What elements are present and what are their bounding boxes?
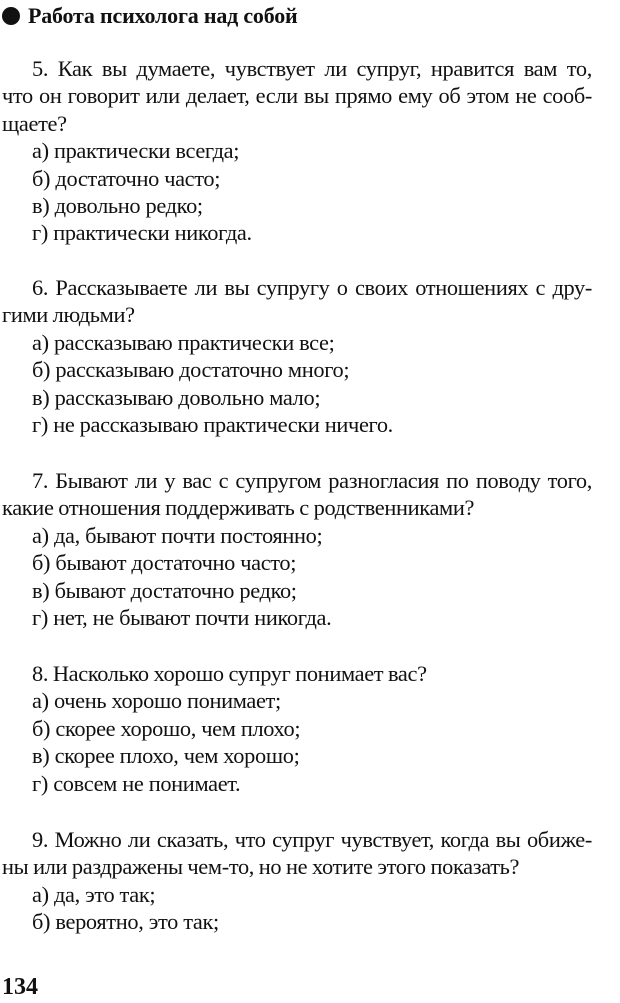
answer-option: в) довольно редко; <box>32 193 203 219</box>
question-line: гими людьми? <box>2 302 135 328</box>
question-text <box>2 274 592 329</box>
answer-list <box>32 522 592 632</box>
running-header <box>2 2 298 30</box>
question-line: 5. Как вы думаете, чувствует ли супруг, нравится вам то, <box>32 56 592 81</box>
answer-option: в) бывают достаточно редко; <box>32 577 297 603</box>
answer-list <box>32 881 592 936</box>
answer-option: г) нет, не бывают почти никогда. <box>32 605 332 631</box>
answer-option: г) совсем не понимает. <box>32 770 241 796</box>
question-text <box>2 55 592 137</box>
answer-option: б) достаточно часто; <box>32 165 221 191</box>
question-line: 6. Рассказываете ли вы супругу о своих отношениях с дру- <box>32 275 592 300</box>
question-5 <box>2 55 592 247</box>
answer-option: б) вероятно, это так; <box>32 909 219 935</box>
bullet-icon <box>2 7 20 25</box>
question-text <box>32 660 592 687</box>
answer-option: а) да, бывают почти постоянно; <box>32 522 323 548</box>
answer-option: а) очень хорошо понимает; <box>32 688 281 714</box>
question-line: 9. Можно ли сказать, что супруг чувствует, когда вы обиже- <box>32 827 592 852</box>
question-line: 8. Насколько хорошо супруг понимает вас? <box>32 661 427 686</box>
question-line: 7. Бывают ли у вас с супругом разногласия по поводу того, <box>32 468 592 493</box>
question-line: что он говорит или делает, если вы прямо ему об этом не сооб- <box>2 83 592 109</box>
question-line: какие отношения поддерживать с родственниками? <box>2 495 475 521</box>
answer-list <box>32 137 592 247</box>
answer-option: г) практически никогда. <box>32 220 252 246</box>
header-title: Работа психолога над собой <box>28 3 298 28</box>
question-line: ны или раздражены чем-то, но не хотите этого показать? <box>2 854 520 880</box>
answer-option: в) рассказываю довольно мало; <box>32 384 321 410</box>
answer-option: а) практически всегда; <box>32 138 240 164</box>
question-8 <box>32 660 592 797</box>
answer-option: б) скорее хорошо, чем плохо; <box>32 715 301 741</box>
answer-option: б) бывают достаточно часто; <box>32 550 297 576</box>
question-6 <box>2 274 592 438</box>
answer-option: а) да, это так; <box>32 881 156 907</box>
answer-list <box>32 687 592 797</box>
answer-option: в) скорее плохо, чем хорошо; <box>32 743 300 769</box>
answer-option: б) рассказываю достаточно много; <box>32 357 350 383</box>
question-9 <box>2 826 592 936</box>
answer-option: а) рассказываю практически все; <box>32 329 335 355</box>
question-text <box>2 467 592 522</box>
question-line: щаете? <box>2 110 67 136</box>
answer-option: г) не рассказываю практически ничего. <box>32 412 393 438</box>
answer-list <box>32 329 592 439</box>
question-text <box>2 826 592 881</box>
question-7 <box>2 467 592 631</box>
page-number: 134 <box>2 974 38 1000</box>
